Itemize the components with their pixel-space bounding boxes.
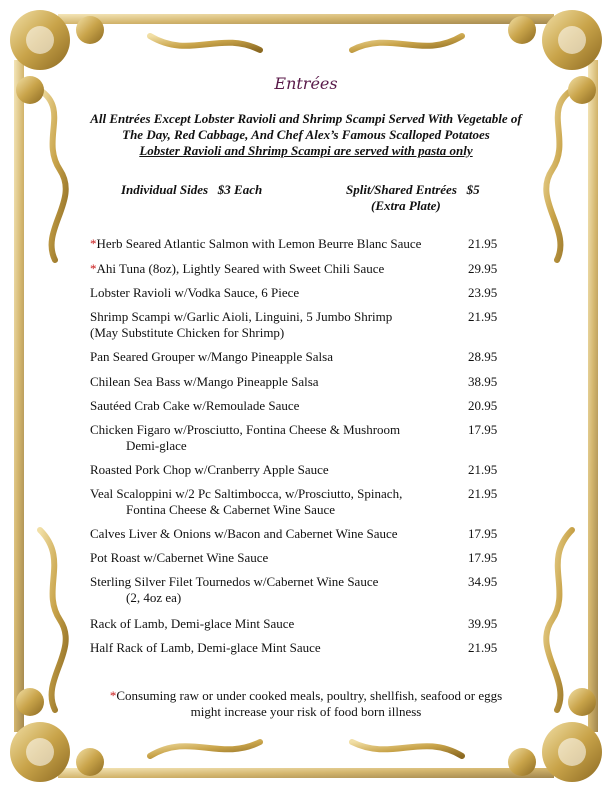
menu-item-name: Pan Seared Grouper w/Mango Pineapple Salsa bbox=[90, 349, 333, 364]
menu-item-name: Herb Seared Atlantic Salmon with Lemon Beurre Blanc Sauce bbox=[96, 236, 422, 251]
food-safety-footnote bbox=[100, 688, 512, 720]
menu-item-name: Rack of Lamb, Demi-glace Mint Sauce bbox=[90, 616, 295, 631]
menu-item-price: 20.95 bbox=[468, 398, 498, 413]
menu-item-name: Roasted Pork Chop w/Cranberry Apple Sauce bbox=[90, 462, 329, 477]
menu-item-name: Chilean Sea Bass w/Mango Pineapple Salsa bbox=[90, 374, 319, 389]
menu-item-name: Half Rack of Lamb, Demi-glace Mint Sauce bbox=[90, 640, 321, 655]
raw-warning-mark: * bbox=[90, 261, 97, 276]
individual-sides-label: Individual Sides $3 Each bbox=[121, 182, 263, 197]
menu-item-price: 17.95 bbox=[468, 422, 498, 437]
menu-item-price: 21.95 bbox=[468, 236, 498, 251]
page-title: Entrées bbox=[274, 74, 338, 93]
menu-item-note: Fontina Cheese & Cabernet Wine Sauce bbox=[126, 502, 335, 517]
raw-warning-mark: * bbox=[90, 236, 97, 251]
menu-item-name: Lobster Ravioli w/Vodka Sauce, 6 Piece bbox=[90, 285, 300, 300]
menu-item-name: Ahi Tuna (8oz), Lightly Seared with Sweet Chili Sauce bbox=[96, 261, 385, 276]
menu-item-price: 17.95 bbox=[468, 526, 498, 541]
menu-item-note: (2, 4oz ea) bbox=[126, 590, 182, 605]
menu-item-name: Sterling Silver Filet Tournedos w/Cabernet Wine Sauce bbox=[90, 574, 379, 589]
menu-item-note: (May Substitute Chicken for Shrimp) bbox=[90, 325, 285, 340]
menu-item-name: Veal Scaloppini w/2 Pc Saltimbocca, w/Prosciutto, Spinach, bbox=[90, 486, 403, 501]
menu-item-price: 34.95 bbox=[468, 574, 498, 589]
menu-item-price: 21.95 bbox=[468, 486, 498, 501]
raw-warning-mark: * bbox=[109, 688, 117, 703]
split-entree-sub: (Extra Plate) bbox=[371, 198, 441, 213]
intro-pasta-note: Lobster Ravioli and Shrimp Scampi are served with pasta only bbox=[139, 143, 473, 158]
menu-item-name: Calves Liver & Onions w/Bacon and Cabernet Wine Sauce bbox=[90, 526, 398, 541]
menu-item-name: Chicken Figaro w/Prosciutto, Fontina Cheese & Mushroom bbox=[90, 422, 401, 437]
footnote-text: Consuming raw or under cooked meals, poultry, shellfish, seafood or eggs might increase your risk of food born illness bbox=[116, 688, 503, 719]
entree-intro bbox=[90, 111, 522, 159]
split-entree-label: Split/Shared Entrées $5 bbox=[346, 182, 480, 197]
menu-item-name: Pot Roast w/Cabernet Wine Sauce bbox=[90, 550, 269, 565]
menu-item-price: 28.95 bbox=[468, 349, 498, 364]
menu-item-price: 29.95 bbox=[468, 261, 498, 276]
menu-item-price: 21.95 bbox=[468, 640, 498, 655]
menu-item-price: 17.95 bbox=[468, 550, 498, 565]
menu-item-price: 39.95 bbox=[468, 616, 498, 631]
menu-item-price: 23.95 bbox=[468, 285, 498, 300]
menu-item-price: 38.95 bbox=[468, 374, 498, 389]
menu-item-price: 21.95 bbox=[468, 309, 498, 324]
intro-sides-note: All Entrées Except Lobster Ravioli and Shrimp Scampi Served With Vegetable of The Day, Red Cabbage, And Chef Alex’s Famous Scalloped Potatoes bbox=[90, 111, 522, 142]
menu-item-price: 21.95 bbox=[468, 462, 498, 477]
menu-item-name: Sautéed Crab Cake w/Remoulade Sauce bbox=[90, 398, 300, 413]
menu-item-note: Demi-glace bbox=[126, 438, 187, 453]
menu-item-name: Shrimp Scampi w/Garlic Aioli, Linguini, 5 Jumbo Shrimp bbox=[90, 309, 393, 324]
